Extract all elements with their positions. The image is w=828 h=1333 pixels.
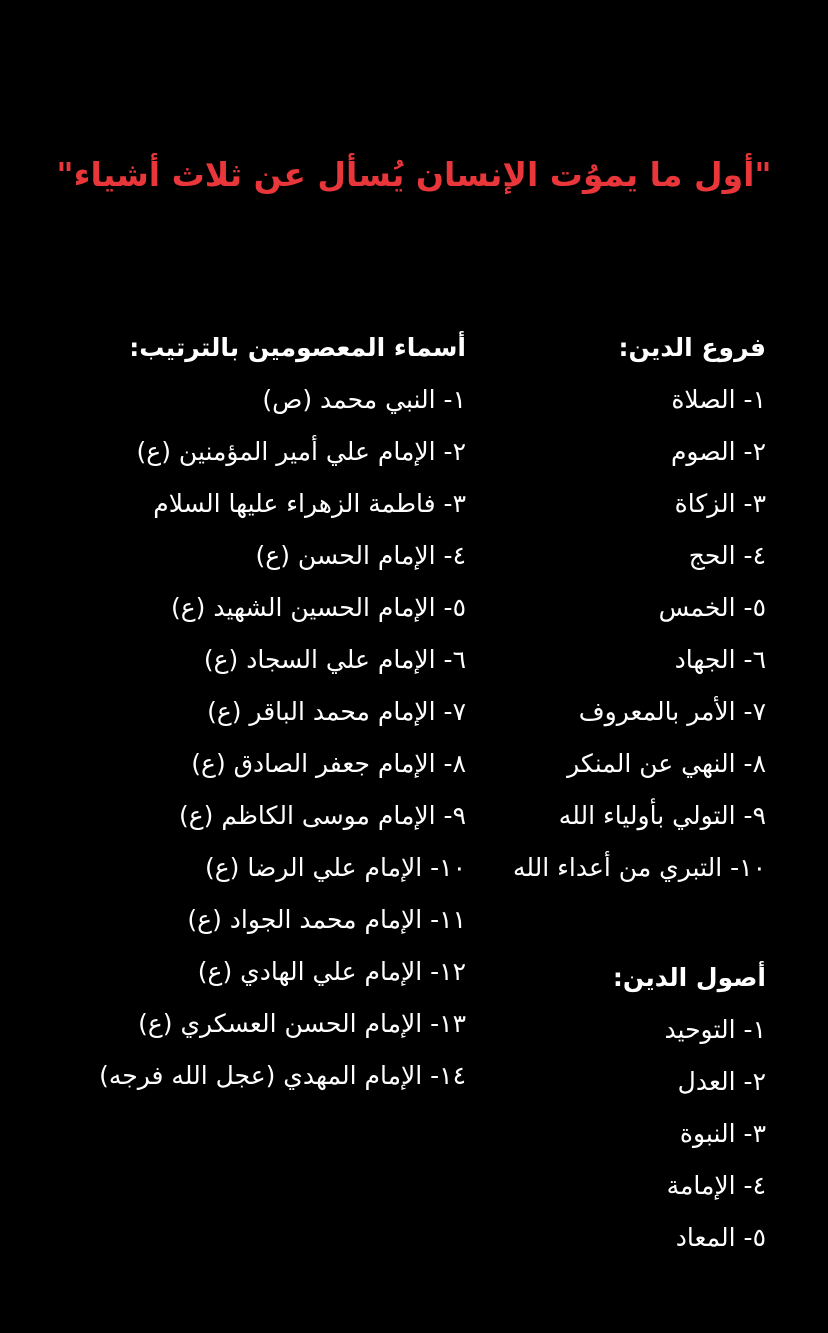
- usul-item: ٤- الإمامة: [666, 1171, 766, 1200]
- furu-item: ٤- الحج: [688, 541, 766, 570]
- masumin-item: ٨- الإمام جعفر الصادق (ع): [191, 749, 466, 778]
- masumin-item: ٣- فاطمة الزهراء عليها السلام: [153, 489, 466, 518]
- masumin-item: ٤- الإمام الحسن (ع): [255, 541, 466, 570]
- page-title: "أول ما يموُت الإنسان يُسأل عن ثلاث أشياء": [56, 155, 772, 194]
- usul-heading: أصول الدين:: [612, 963, 766, 992]
- usul-item: ٢- العدل: [677, 1067, 766, 1096]
- furu-item: ١٠- التبري من أعداء الله: [512, 853, 766, 882]
- section-spacer: [513, 894, 766, 952]
- masumin-heading: أسماء المعصومين بالترتيب:: [129, 333, 466, 362]
- masumin-item: ١٢- الإمام علي الهادي (ع): [197, 957, 466, 986]
- masumin-item: ١٤- الإمام المهدي (عجل الله فرجه): [99, 1061, 466, 1090]
- masumin-item: ٥- الإمام الحسين الشهيد (ع): [171, 593, 466, 622]
- masumin-item: ١٣- الإمام الحسن العسكري (ع): [138, 1009, 466, 1038]
- usul-item: ١- التوحيد: [664, 1015, 766, 1044]
- right-column: [513, 322, 766, 1264]
- furu-heading: فروع الدين:: [618, 333, 766, 362]
- furu-item: ٨- النهي عن المنكر: [567, 749, 766, 778]
- furu-item: ٥- الخمس: [658, 593, 766, 622]
- usul-item: ٣- النبوة: [679, 1119, 766, 1148]
- masumin-item: ٦- الإمام علي السجاد (ع): [203, 645, 466, 674]
- furu-item: ١- الصلاة: [671, 385, 766, 414]
- furu-item: ٣- الزكاة: [674, 489, 766, 518]
- masumin-item: ١- النبي محمد (ص): [262, 385, 466, 414]
- masumin-item: ٩- الإمام موسى الكاظم (ع): [179, 801, 466, 830]
- furu-item: ٢- الصوم: [670, 437, 766, 466]
- furu-item: ٩- التولي بأولياء الله: [558, 801, 766, 830]
- furu-item: ٦- الجهاد: [674, 645, 766, 674]
- left-column: [99, 322, 466, 1102]
- masumin-item: ٢- الإمام علي أمير المؤمنين (ع): [136, 437, 466, 466]
- furu-item: ٧- الأمر بالمعروف: [578, 697, 766, 726]
- masumin-item: ١١- الإمام محمد الجواد (ع): [187, 905, 466, 934]
- usul-item: ٥- المعاد: [675, 1223, 766, 1252]
- masumin-item: ١٠- الإمام علي الرضا (ع): [204, 853, 466, 882]
- masumin-item: ٧- الإمام محمد الباقر (ع): [207, 697, 466, 726]
